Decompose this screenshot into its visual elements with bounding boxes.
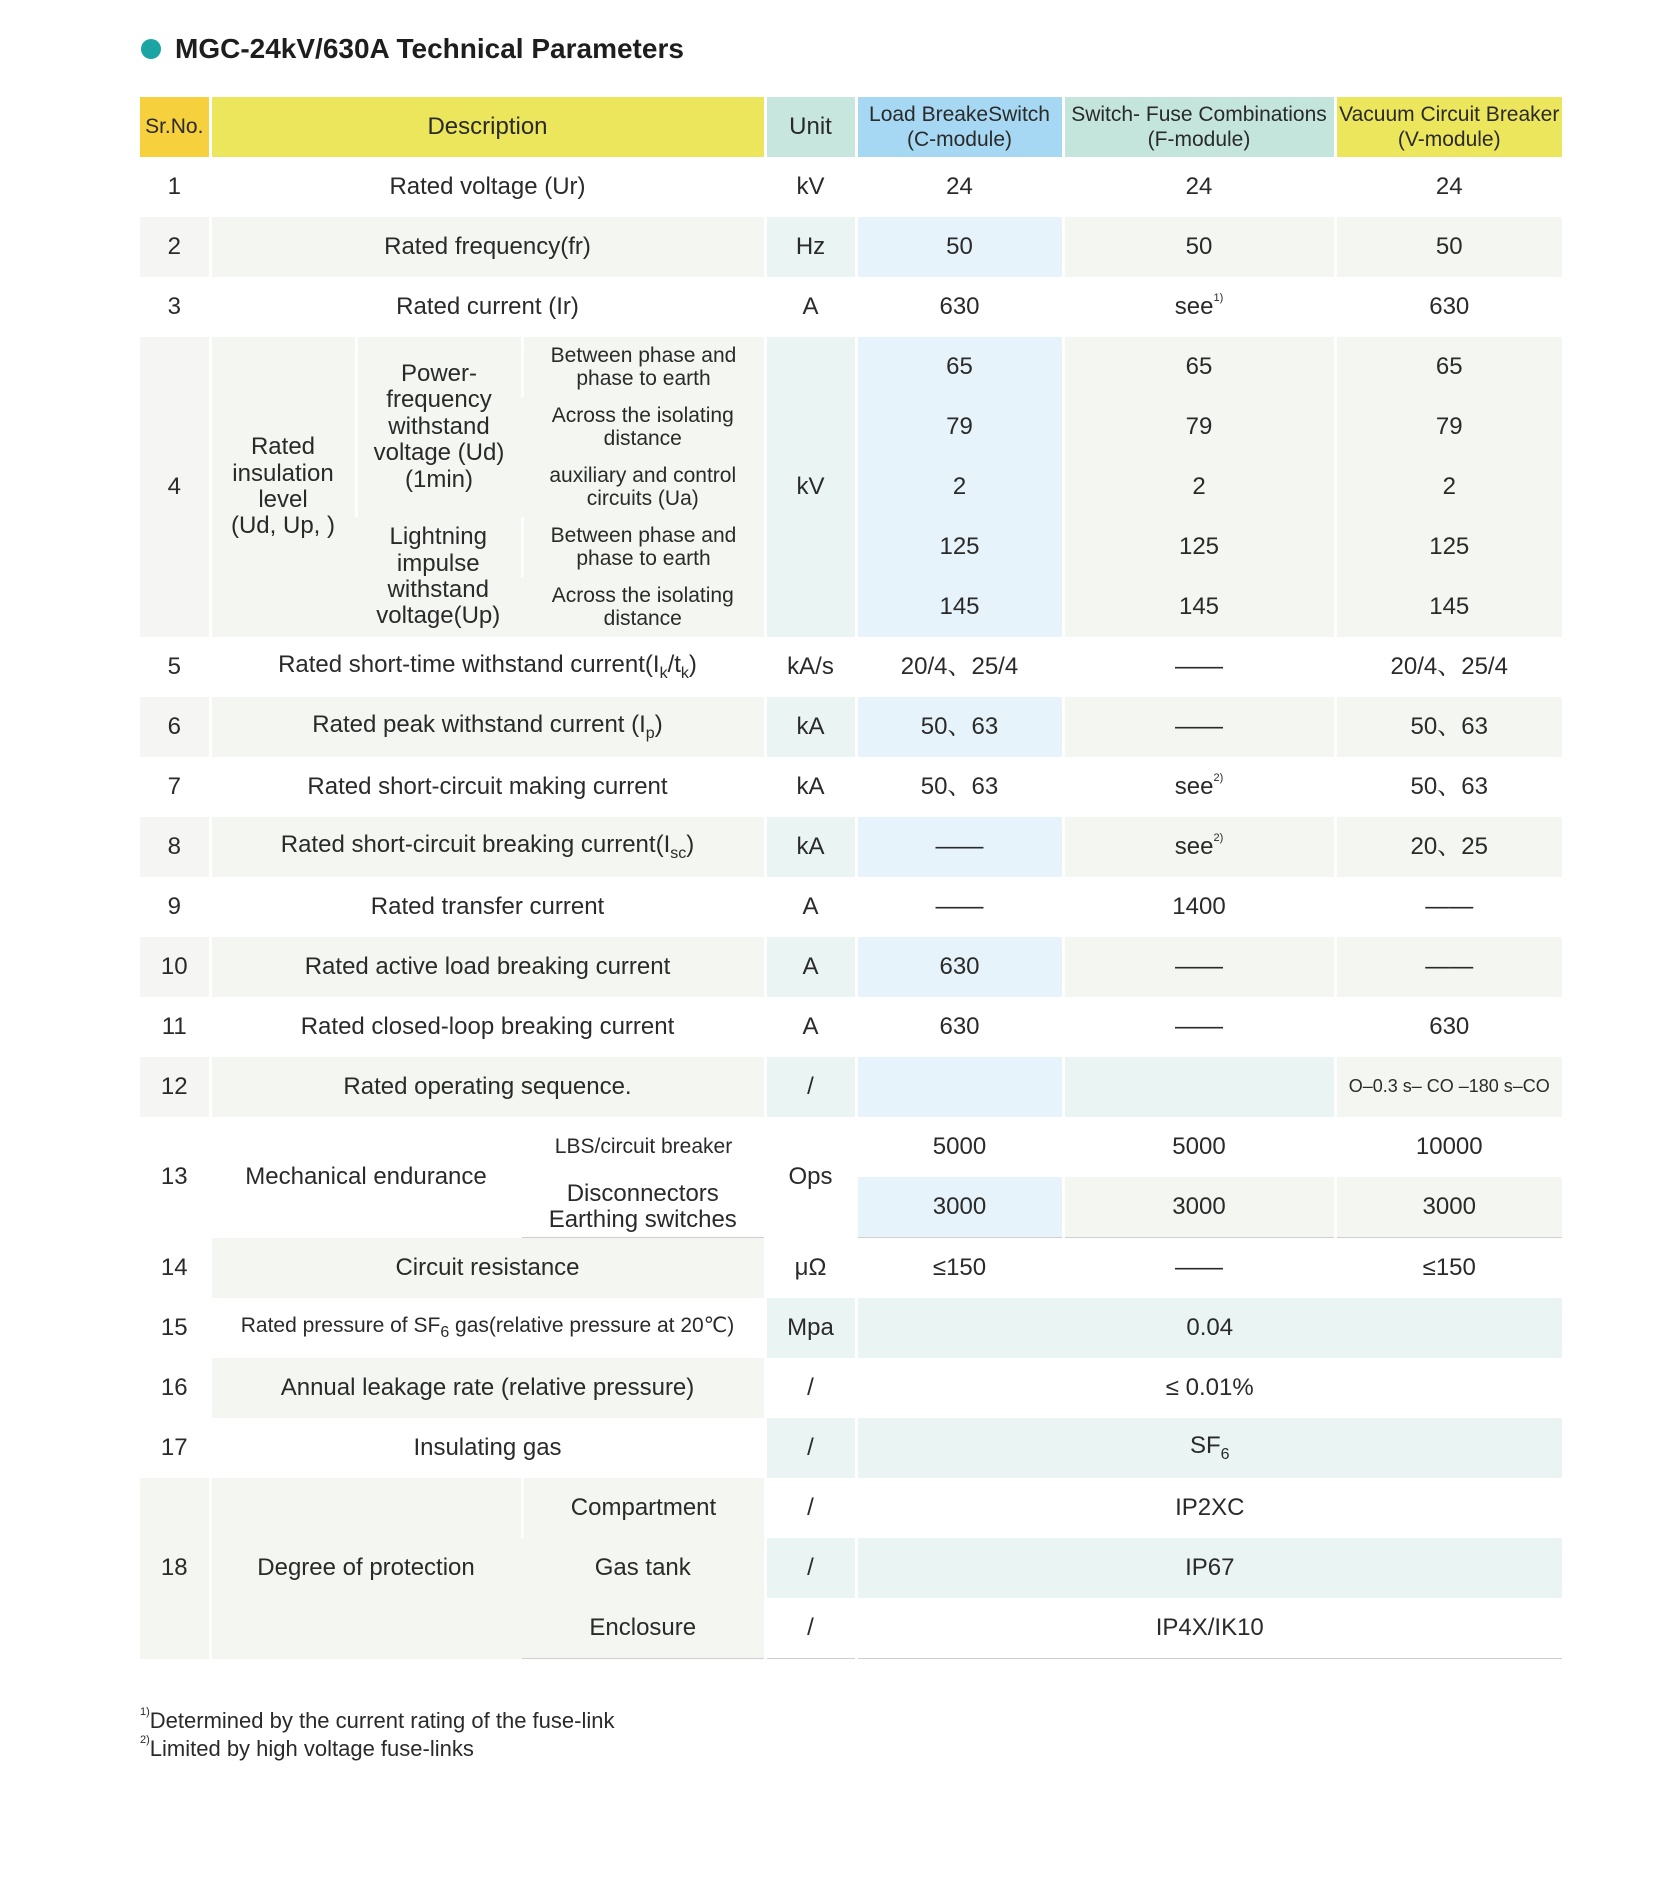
table-row [140,1478,1562,1538]
c-module-value: 50、63 [856,697,1063,757]
table-row [140,277,1562,337]
row-description: Annual leakage rate (relative pressure) [210,1358,765,1418]
f-module-value: 24 [1063,157,1335,217]
table-row [140,217,1562,277]
row-number: 6 [140,697,210,757]
row-unit: Hz [765,217,856,277]
f-module-value: see$^{2)}$ [1063,757,1335,817]
row-description: Degree of protection [210,1478,522,1659]
sub-description: Across the isolating distance [522,577,765,637]
insulation-level-label: Rated insulation level (Ud, Up, ) [210,337,356,637]
merged-value: IP67 [856,1538,1562,1598]
row-description: Rated active load breaking current [210,937,765,997]
row-description: Mechanical endurance [210,1117,522,1238]
table-row [140,1117,1562,1177]
lightning-impulse-label: Lightning impulse withstand voltage(Up) [356,517,522,637]
sub-description: Across the isolating distance [522,397,765,457]
row-unit: A [765,277,856,337]
v-module-value: —— [1335,877,1562,937]
header-srno: Sr.No. [140,97,210,157]
row-description: Rated pressure of $SF_6$ gas(relative pressure at 20℃) [210,1298,765,1358]
f-module-value: 50 [1063,217,1335,277]
row-description: Rated closed-loop breaking current [210,997,765,1057]
v-module-value: 50、63 [1335,757,1562,817]
c-module-value [856,1057,1063,1117]
row-unit: Mpa [765,1298,856,1358]
c-module-value: 50 [856,217,1063,277]
v-module-value: 20/4、25/4 [1335,637,1562,697]
c-module-value: 630 [856,277,1063,337]
c-module-value: 79 [856,397,1063,457]
v-module-value: 3000 [1335,1177,1562,1238]
row-unit: μΩ [765,1238,856,1299]
f-module-value: 3000 [1063,1177,1335,1238]
v-module-value: ≤150 [1335,1238,1562,1299]
merged-value: IP2XC [856,1478,1562,1538]
row-unit: kA/s [765,637,856,697]
header-description: Description [210,97,765,157]
f-module-value: —— [1063,997,1335,1057]
table-row [140,1298,1562,1358]
row-number: 9 [140,877,210,937]
sub-description: auxiliary and control circuits (Ua) [522,457,765,517]
c-module-value: 630 [856,997,1063,1057]
row-unit: kA [765,757,856,817]
power-frequency-label: Power- frequency withstand voltage (Ud) (1min) [356,337,522,517]
row-unit: kV [765,157,856,217]
row-number: 11 [140,997,210,1057]
row-description: Rated short-time withstand $current(I_k/t_k)$ [210,637,765,697]
f-module-value [1063,1057,1335,1117]
c-module-value: 24 [856,157,1063,217]
table-row [140,1057,1562,1117]
page-title: MGC-24kV/630A Technical Parameters [175,33,684,64]
row-number: 2 [140,217,210,277]
table-row [140,757,1562,817]
table-row [140,1418,1562,1478]
row-unit: A [765,877,856,937]
v-module-value: 2 [1335,457,1562,517]
v-module-value: 79 [1335,397,1562,457]
f-module-value: 5000 [1063,1117,1335,1177]
table-row [140,877,1562,937]
c-module-value: 5000 [856,1117,1063,1177]
row-number: 13 [140,1117,210,1238]
row-number: 17 [140,1418,210,1478]
f-module-value: 1400 [1063,877,1335,937]
table-row [140,697,1562,757]
row-number: 12 [140,1057,210,1117]
f-module-value: see$^{2)}$ [1063,817,1335,877]
merged-value: IP4X/IK10 [856,1598,1562,1659]
c-module-value: 65 [856,337,1063,397]
table-row [140,337,1562,397]
row-number: 7 [140,757,210,817]
v-module-value: 145 [1335,577,1562,637]
row-number: 14 [140,1238,210,1299]
f-module-value: 79 [1063,397,1335,457]
sub-description: Disconnectors Earthing switches [522,1177,765,1238]
row-number: 8 [140,817,210,877]
row-description: Rated short-circuit making current [210,757,765,817]
row-unit: / [765,1418,856,1478]
v-module-value: 10000 [1335,1117,1562,1177]
v-module-value: 630 [1335,997,1562,1057]
row-unit: A [765,937,856,997]
f-module-value: 65 [1063,337,1335,397]
row-description: Rated short-circuit breaking $current(I_{sc})$ [210,817,765,877]
sub-description: Between phase and phase to earth [522,337,765,397]
row-unit: / [765,1598,856,1659]
row-description: Rated voltage (Ur) [210,157,765,217]
c-module-value: 145 [856,577,1063,637]
row-unit: Ops [765,1117,856,1238]
table-row [140,997,1562,1057]
row-unit: kV [765,337,856,637]
row-unit: / [765,1358,856,1418]
row-description: Rated transfer current [210,877,765,937]
table-row [140,1238,1562,1299]
row-description: Circuit resistance [210,1238,765,1299]
table-row [140,937,1562,997]
f-module-value: 125 [1063,517,1335,577]
row-description: Insulating gas [210,1418,765,1478]
f-module-value: —— [1063,637,1335,697]
v-module-value: 125 [1335,517,1562,577]
merged-value: ≤ 0.01% [856,1358,1562,1418]
f-module-value: 2 [1063,457,1335,517]
f-module-value: —— [1063,1238,1335,1299]
row-number: 16 [140,1358,210,1418]
c-module-value: 2 [856,457,1063,517]
c-module-value: 20/4、25/4 [856,637,1063,697]
c-module-value: 630 [856,937,1063,997]
merged-value: $SF_6$ [856,1418,1562,1478]
c-module-value: —— [856,877,1063,937]
row-number: 10 [140,937,210,997]
row-number: 1 [140,157,210,217]
v-module-value: —— [1335,937,1562,997]
c-module-value: 125 [856,517,1063,577]
footnote-2: $^{2)}$Limited by high voltage fuse-links [140,1734,474,1761]
table-row [140,1358,1562,1418]
row-unit: kA [765,697,856,757]
row-unit: / [765,1478,856,1538]
v-module-value: 24 [1335,157,1562,217]
header-unit: Unit [765,97,856,157]
header-v-module: Vacuum Circuit Breaker (V-module) [1335,97,1562,157]
row-description: Rated frequency(fr) [210,217,765,277]
sub-description: LBS/circuit breaker [522,1117,765,1177]
v-module-value: 50、63 [1335,697,1562,757]
sub-description: Compartment [522,1478,765,1538]
technical-parameters-table [140,97,1562,1659]
v-module-value: 20、25 [1335,817,1562,877]
sub-description: Enclosure [522,1598,765,1659]
c-module-value: 3000 [856,1177,1063,1238]
header-f-module: Switch- Fuse Combinations (F-module) [1063,97,1335,157]
row-unit: kA [765,817,856,877]
table-row [140,157,1562,217]
header-c-module: Load BreakeSwitch (C-module) [856,97,1063,157]
bullet-dot-icon [141,39,161,59]
row-description: Rated current (Ir) [210,277,765,337]
row-number: 4 [140,337,210,637]
v-module-value: 65 [1335,337,1562,397]
merged-value: 0.04 [856,1298,1562,1358]
row-description: Rated peak withstand current $(I_p)$ [210,697,765,757]
v-module-value: O–0.3 s– CO –180 s–CO [1335,1057,1562,1117]
row-number: 5 [140,637,210,697]
footnote-1: $^{1)}$Determined by the current rating of the fuse-link [140,1706,615,1733]
c-module-value: 50、63 [856,757,1063,817]
header-row [140,97,1562,157]
f-module-value: —— [1063,937,1335,997]
row-number: 3 [140,277,210,337]
c-module-value: —— [856,817,1063,877]
sub-description: Gas tank [522,1538,765,1598]
f-module-value: 145 [1063,577,1335,637]
sub-description: Between phase and phase to earth [522,517,765,577]
f-module-value: see$^{1)}$ [1063,277,1335,337]
v-module-value: 50 [1335,217,1562,277]
table-row [140,637,1562,697]
row-unit: A [765,997,856,1057]
row-unit: / [765,1538,856,1598]
row-number: 15 [140,1298,210,1358]
row-number: 18 [140,1478,210,1659]
v-module-value: 630 [1335,277,1562,337]
page-heading [141,30,684,68]
c-module-value: ≤150 [856,1238,1063,1299]
table-row [140,817,1562,877]
row-description: Rated operating sequence. [210,1057,765,1117]
f-module-value: —— [1063,697,1335,757]
row-unit: / [765,1057,856,1117]
